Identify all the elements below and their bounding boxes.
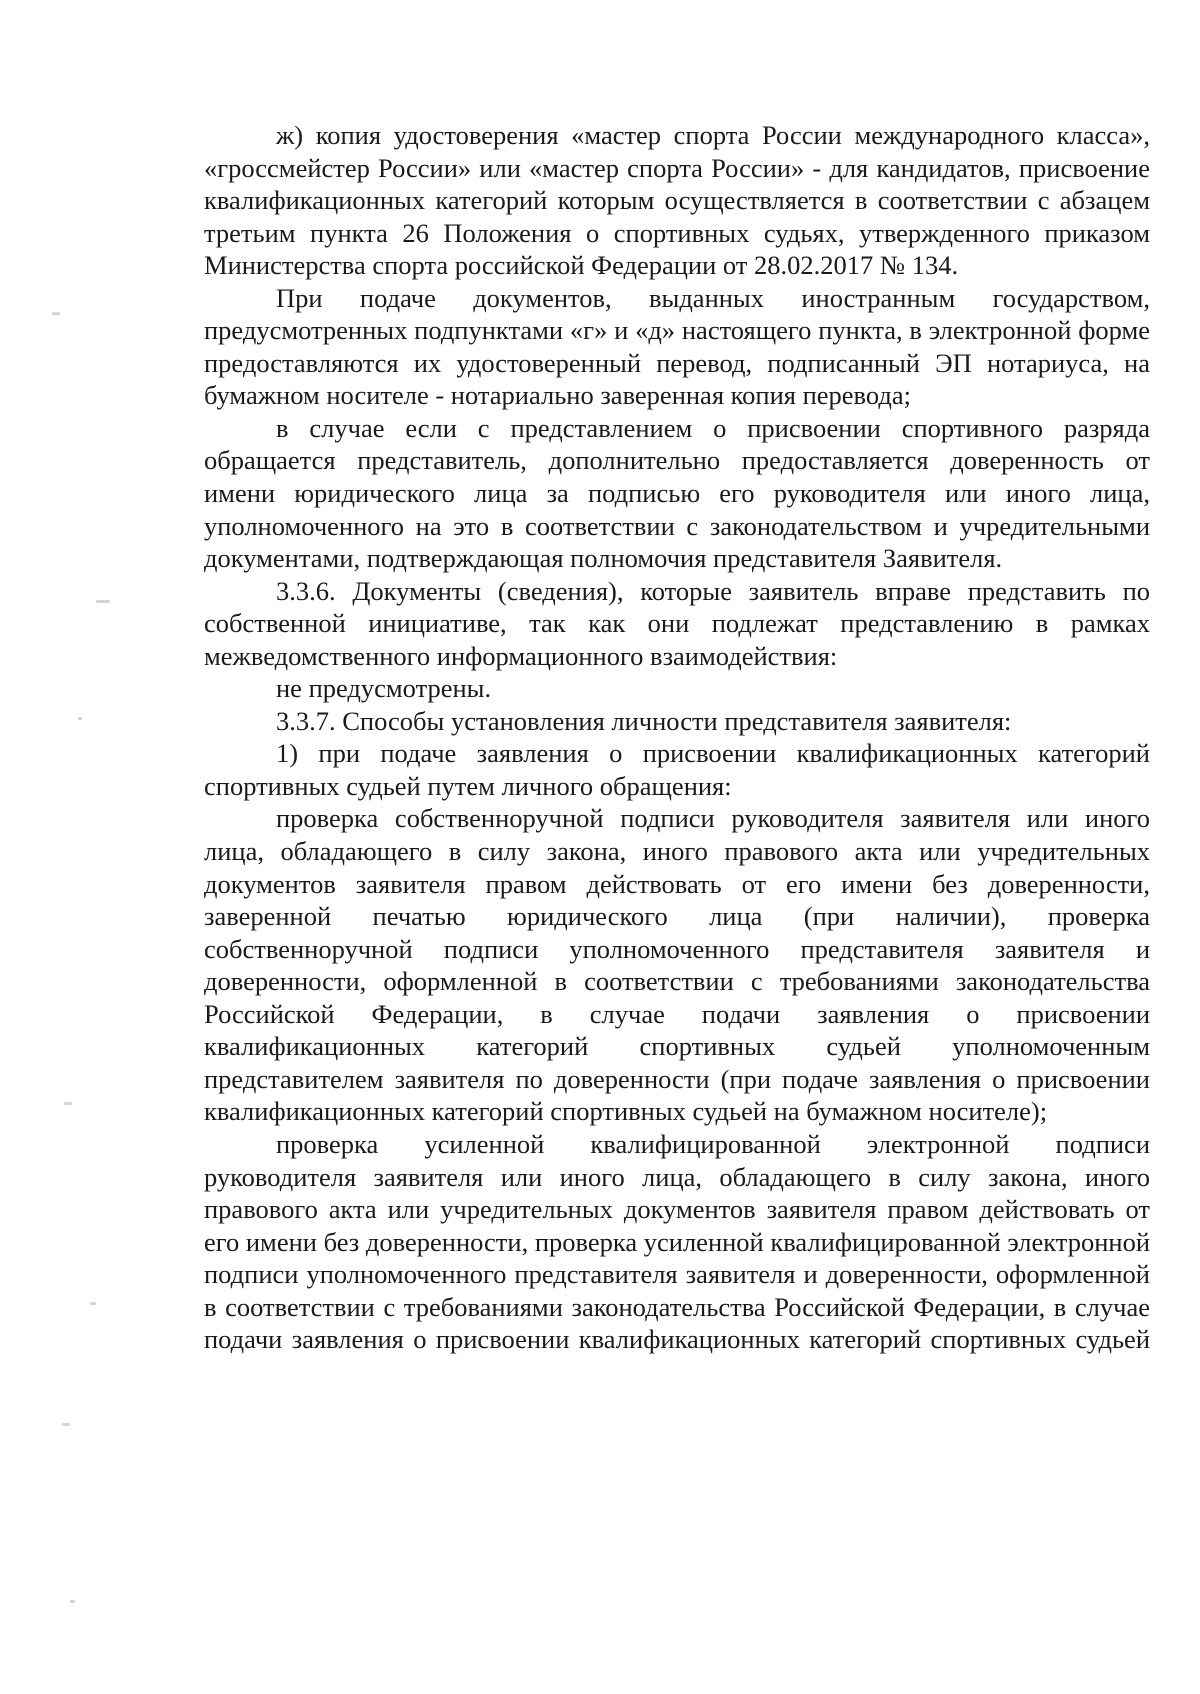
paragraph-electronic-signature-check: проверка усиленной квалифицированной электронной подписи руководителя заявителя или иного лица, обладающего в силу закона, иного правового акта или учредительных документов заявителя правом действовать от его имени без доверенности, проверка усиленной квалифицированной электронной подписи уполномоченного представителя заявителя и доверенности, оформленной в соответствии с требованиями законодательства Российской Федерации, в случае подачи заявления о присвоении квалификационных категорий спортивных судьей	[204, 1128, 1150, 1355]
paragraph-not-provided: не предусмотрены.	[276, 673, 492, 704]
scan-speck	[64, 1102, 72, 1105]
document-body	[204, 119, 1150, 1356]
scan-speck	[52, 312, 60, 315]
scan-speck	[90, 1302, 96, 1305]
paragraph-handwritten-signature-check: проверка собственноручной подписи руководителя заявителя или иного лица, обладающего в силу закона, иного правового акта или учредительных документов заявителя правом действовать от его имени без доверенности, заверенной печатью юридического лица (при наличии), проверка собственноручной подписи уполномоченного представителя заявителя и доверенности, оформленной в соответствии с требованиями законодательства Российской Федерации, в случае подачи заявления о присвоении квалификационных категорий спортивных судьей уполномоченным представителем заявителя по доверенности (при подаче заявления о присвоении квалификационных категорий спортивных судьей на бумажном носителе);	[204, 803, 1150, 1127]
paragraph-3-3-6: 3.3.6. Документы (сведения), которые заявитель вправе представить по собственной инициативе, так как они подлежат представлению в рамках межведомственного информационного взаимодействия:	[204, 575, 1150, 671]
paragraph-item-zh: ж) копия удостоверения «мастер спорта России международного класса», «гроссмейстер России» или «мастер спорта России» - для кандидатов, присвоение квалификационных категорий которым осуществляется в соответствии с абзацем третьим пункта 26 Положения о спортивных судьях, утвержденного приказом Министерства спорта российской Федерации от 28.02.2017 № 134.	[204, 120, 1150, 281]
paragraph-item-1: 1) при подаче заявления о присвоении квалификационных категорий спортивных судьей путем личного обращения:	[204, 738, 1150, 801]
paragraph-foreign-documents: При подаче документов, выданных иностранным государством, предусмотренных подпунктами «г» и «д» настоящего пункта, в электронной форме предоставляются их удостоверенный перевод, подписанный ЭП нотариуса, на бумажном носителе - нотариально заверенная копия перевода;	[204, 282, 1150, 411]
scan-speck	[96, 600, 110, 603]
paragraph-representative: в случае если с представлением о присвоении спортивного разряда обращается представитель, дополнительно предоставляется доверенность от имени юридического лица за подписью его руководителя или иного лица, уполномоченного на это в соответствии с законодательством и учредительными документами, подтверждающая полномочия представителя Заявителя.	[204, 412, 1150, 574]
scan-speck	[62, 1423, 70, 1426]
paragraph-3-3-7: 3.3.7. Способы установления личности представителя заявителя:	[276, 705, 1012, 736]
scan-speck	[70, 1600, 75, 1603]
scan-speck	[78, 717, 82, 720]
